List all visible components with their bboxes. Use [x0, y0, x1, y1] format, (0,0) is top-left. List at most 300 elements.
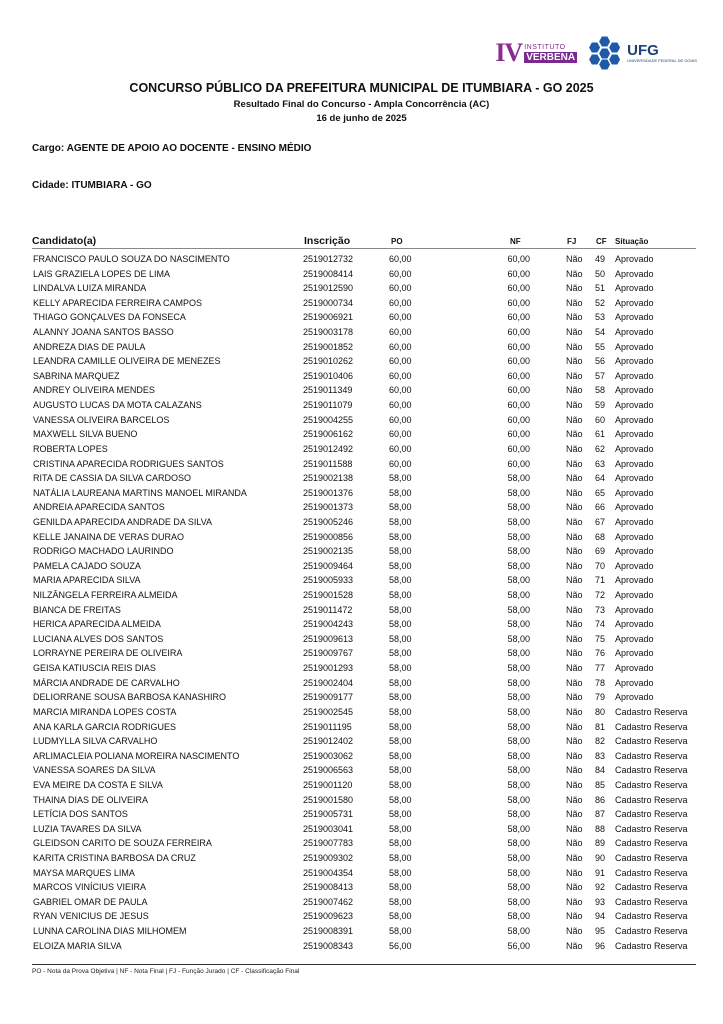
cell-inscricao: 2519003178 — [303, 327, 354, 338]
cell-inscricao: 2519007783 — [303, 838, 354, 849]
cell-fj: Não — [566, 560, 583, 571]
cell-inscricao: 2519001376 — [303, 487, 354, 498]
header-inscricao: Inscrição — [304, 235, 351, 247]
cell-situacao: Aprovado — [615, 312, 654, 323]
cell-cf: 60 — [594, 414, 605, 425]
cell-nf: 60,00 — [507, 414, 530, 425]
cell-po: 58,00 — [389, 516, 412, 527]
cell-fj: Não — [566, 882, 583, 893]
cell-po: 58,00 — [389, 882, 412, 893]
cell-situacao: Cadastro Reserva — [615, 809, 688, 820]
cell-nf: 60,00 — [507, 443, 530, 454]
cell-fj: Não — [566, 531, 583, 542]
cell-po: 58,00 — [389, 779, 412, 790]
cell-inscricao: 2519005933 — [303, 575, 354, 586]
table-row — [32, 340, 696, 355]
cell-cf: 93 — [594, 896, 605, 907]
cell-candidato: ANDREZA DIAS DE PAULA — [33, 341, 146, 352]
cell-situacao: Aprovado — [615, 604, 654, 615]
cell-situacao: Aprovado — [615, 531, 654, 542]
cell-po: 60,00 — [389, 429, 412, 440]
cell-candidato: VANESSA OLIVEIRA BARCELOS — [33, 414, 170, 425]
cell-fj: Não — [566, 604, 583, 615]
cell-fj: Não — [566, 546, 583, 557]
cell-candidato: PAMELA CAJADO SOUZA — [33, 560, 141, 571]
cell-cf: 74 — [594, 619, 605, 630]
cell-nf: 58,00 — [507, 692, 530, 703]
document-header — [0, 80, 723, 126]
cell-cf: 86 — [594, 794, 605, 805]
cell-inscricao: 2519001373 — [303, 502, 354, 513]
cell-situacao: Aprovado — [615, 502, 654, 513]
cell-fj: Não — [566, 575, 583, 586]
cell-situacao: Aprovado — [615, 619, 654, 630]
cell-inscricao: 2519003041 — [303, 823, 354, 834]
cell-nf: 58,00 — [507, 546, 530, 557]
cell-candidato: GABRIEL OMAR DE PAULA — [33, 896, 148, 907]
cell-po: 60,00 — [389, 414, 412, 425]
table-row — [32, 866, 696, 881]
cell-cf: 63 — [594, 458, 605, 469]
cell-cf: 73 — [594, 604, 605, 615]
cell-po: 58,00 — [389, 794, 412, 805]
cell-po: 58,00 — [389, 590, 412, 601]
cell-po: 58,00 — [389, 531, 412, 542]
cell-fj: Não — [566, 502, 583, 513]
cell-fj: Não — [566, 283, 583, 294]
cell-candidato: HERICA APARECIDA ALMEIDA — [33, 619, 161, 630]
cell-inscricao: 2519004243 — [303, 619, 354, 630]
cell-nf: 58,00 — [507, 926, 530, 937]
cell-situacao: Aprovado — [615, 487, 654, 498]
cell-cf: 91 — [594, 867, 605, 878]
cell-candidato: ARLIMACLEIA POLIANA MOREIRA NASCIMENTO — [33, 750, 240, 761]
cell-candidato: KELLY APARECIDA FERREIRA CAMPOS — [33, 297, 203, 308]
cell-nf: 60,00 — [507, 341, 530, 352]
cell-situacao: Aprovado — [615, 370, 654, 381]
cell-cf: 62 — [594, 443, 605, 454]
cell-fj: Não — [566, 809, 583, 820]
cell-candidato: ANDREIA APARECIDA SANTOS — [33, 502, 165, 513]
cell-nf: 60,00 — [507, 400, 530, 411]
cell-situacao: Cadastro Reserva — [615, 911, 688, 922]
cell-cf: 55 — [594, 341, 605, 352]
cell-situacao: Aprovado — [615, 546, 654, 557]
table-row — [32, 457, 696, 472]
cell-inscricao: 2519009623 — [303, 911, 354, 922]
cell-nf: 58,00 — [507, 765, 530, 776]
cell-cf: 83 — [594, 750, 605, 761]
cell-candidato: MAYSA MARQUES LIMA — [33, 867, 135, 878]
cell-inscricao: 2519008343 — [303, 940, 354, 951]
cell-nf: 58,00 — [507, 911, 530, 922]
cell-situacao: Aprovado — [615, 268, 654, 279]
cell-situacao: Aprovado — [615, 414, 654, 425]
cell-candidato: GENILDA APARECIDA ANDRADE DA SILVA — [33, 516, 213, 527]
cell-cf: 59 — [594, 400, 605, 411]
table-body — [32, 252, 696, 953]
iv-logo-bottom-text: VERBENA — [526, 51, 576, 63]
cell-fj: Não — [566, 516, 583, 527]
cell-nf: 58,00 — [507, 516, 530, 527]
table-row — [32, 252, 696, 267]
table-row — [32, 486, 696, 501]
cell-fj: Não — [566, 341, 583, 352]
cell-candidato: LAIS GRAZIELA LOPES DE LIMA — [33, 268, 171, 279]
cell-situacao: Aprovado — [615, 254, 654, 264]
cell-po: 60,00 — [389, 443, 412, 454]
cell-nf: 58,00 — [507, 838, 530, 849]
cell-situacao: Aprovado — [615, 341, 654, 352]
cell-candidato: RITA DE CASSIA DA SILVA CARDOSO — [33, 473, 192, 484]
table-row — [32, 720, 696, 735]
cell-situacao: Cadastro Reserva — [615, 721, 688, 732]
cell-po: 60,00 — [389, 327, 412, 338]
cell-nf: 58,00 — [507, 473, 530, 484]
table-header — [32, 232, 696, 249]
cell-inscricao: 2519002404 — [303, 677, 354, 688]
cell-inscricao: 2519006162 — [303, 429, 354, 440]
cell-po: 58,00 — [389, 765, 412, 776]
cell-cf: 90 — [594, 852, 605, 863]
table-row — [32, 398, 696, 413]
cell-fj: Não — [566, 663, 583, 674]
cell-situacao: Cadastro Reserva — [615, 867, 688, 878]
cell-fj: Não — [566, 794, 583, 805]
cell-candidato: VANESSA SOARES DA SILVA — [33, 765, 156, 776]
cell-po: 58,00 — [389, 560, 412, 571]
cell-fj: Não — [566, 852, 583, 863]
cell-inscricao: 2519009613 — [303, 633, 354, 644]
table-row — [32, 851, 696, 866]
cell-fj: Não — [566, 254, 583, 264]
cell-cf: 69 — [594, 546, 605, 557]
cell-fj: Não — [566, 443, 583, 454]
table-row — [32, 939, 696, 954]
cell-candidato: GEISA KATIUSCIA REIS DIAS — [33, 663, 156, 674]
cell-nf: 58,00 — [507, 736, 530, 747]
cell-po: 60,00 — [389, 297, 412, 308]
cell-candidato: DELIORRANE SOUSA BARBOSA KANASHIRO — [33, 692, 227, 703]
cell-situacao: Cadastro Reserva — [615, 706, 688, 717]
table-row — [32, 778, 696, 793]
table-row — [32, 793, 696, 808]
cell-nf: 58,00 — [507, 619, 530, 630]
cell-cf: 75 — [594, 633, 605, 644]
header-po: PO — [391, 237, 403, 246]
table-row — [32, 632, 696, 647]
cell-fj: Não — [566, 911, 583, 922]
cell-situacao: Aprovado — [615, 590, 654, 601]
cell-cf: 89 — [594, 838, 605, 849]
cell-po: 60,00 — [389, 458, 412, 469]
cell-po: 58,00 — [389, 750, 412, 761]
cell-fj: Não — [566, 926, 583, 937]
cell-fj: Não — [566, 677, 583, 688]
cell-inscricao: 2519011349 — [303, 385, 353, 396]
cell-candidato: KELLE JANAINA DE VERAS DURAO — [33, 531, 185, 542]
iv-mark: IV — [495, 38, 523, 67]
table-row — [32, 822, 696, 837]
ufg-logo-text: UFG — [627, 42, 659, 59]
iv-logo-top-text: INSTITUTO — [524, 43, 566, 51]
cell-nf: 58,00 — [507, 560, 530, 571]
document-subtitle: Resultado Final do Concurso - Ampla Concorrência (AC) — [233, 99, 490, 110]
cell-inscricao: 2519012402 — [303, 736, 354, 747]
cell-inscricao: 2519006921 — [303, 312, 354, 323]
cell-cf: 70 — [594, 560, 605, 571]
cell-po: 60,00 — [389, 283, 412, 294]
cell-cf: 82 — [594, 736, 605, 747]
cell-fj: Não — [566, 370, 583, 381]
cell-nf: 58,00 — [507, 604, 530, 615]
cell-nf: 60,00 — [507, 268, 530, 279]
cell-fj: Não — [566, 633, 583, 644]
cell-nf: 58,00 — [507, 794, 530, 805]
cell-po: 58,00 — [389, 926, 412, 937]
cell-po: 60,00 — [389, 385, 412, 396]
cell-inscricao: 2519001852 — [303, 341, 354, 352]
footer-divider — [32, 964, 696, 965]
cell-po: 58,00 — [389, 896, 412, 907]
cell-inscricao: 2519009464 — [303, 560, 354, 571]
cell-inscricao: 2519002138 — [303, 473, 354, 484]
cell-candidato: LORRAYNE PEREIRA DE OLIVEIRA — [33, 648, 183, 659]
cell-candidato: LINDALVA LUIZA MIRANDA — [33, 283, 147, 294]
cell-cf: 61 — [594, 429, 605, 440]
cell-nf: 60,00 — [507, 327, 530, 338]
header-nf: NF — [510, 237, 521, 246]
cell-fj: Não — [566, 487, 583, 498]
cell-inscricao: 2519009302 — [303, 852, 354, 863]
cargo-label: Cargo: AGENTE DE APOIO AO DOCENTE - ENSINO MÉDIO — [32, 143, 312, 154]
cell-inscricao: 2519000856 — [303, 531, 354, 542]
table-row — [32, 807, 696, 822]
cell-candidato: ROBERTA LOPES — [33, 443, 108, 454]
cell-inscricao: 2519001580 — [303, 794, 354, 805]
cell-cf: 95 — [594, 926, 605, 937]
cell-candidato: RYAN VENICIUS DE JESUS — [33, 911, 149, 922]
cell-situacao: Cadastro Reserva — [615, 940, 688, 951]
cell-nf: 58,00 — [507, 823, 530, 834]
cell-po: 58,00 — [389, 692, 412, 703]
cell-situacao: Aprovado — [615, 400, 654, 411]
cell-nf: 58,00 — [507, 531, 530, 542]
cell-candidato: ANDREY OLIVEIRA MENDES — [33, 385, 155, 396]
table-row — [32, 690, 696, 705]
cell-inscricao: 2519009767 — [303, 648, 354, 659]
cell-po: 58,00 — [389, 721, 412, 732]
cell-candidato: RODRIGO MACHADO LAURINDO — [33, 546, 174, 557]
table-row — [32, 442, 696, 457]
cell-cf: 50 — [594, 268, 605, 279]
cell-cf: 81 — [594, 721, 605, 732]
cell-po: 60,00 — [389, 356, 412, 367]
cell-fj: Não — [566, 458, 583, 469]
cell-po: 58,00 — [389, 619, 412, 630]
table-row — [32, 749, 696, 764]
cell-cf: 84 — [594, 765, 605, 776]
cell-nf: 60,00 — [507, 356, 530, 367]
table-row — [32, 617, 696, 632]
cell-inscricao: 2519010262 — [303, 356, 354, 367]
cell-fj: Não — [566, 867, 583, 878]
cell-nf: 58,00 — [507, 590, 530, 601]
cell-situacao: Cadastro Reserva — [615, 779, 688, 790]
table-row — [32, 296, 696, 311]
cell-situacao: Aprovado — [615, 677, 654, 688]
cell-situacao: Cadastro Reserva — [615, 926, 688, 937]
cell-cf: 65 — [594, 487, 605, 498]
cell-cf: 77 — [594, 663, 605, 674]
cell-inscricao: 2519008391 — [303, 926, 354, 937]
cell-situacao: Aprovado — [615, 473, 654, 484]
cell-candidato: LETÍCIA DOS SANTOS — [33, 809, 128, 820]
cell-candidato: NATÁLIA LAUREANA MARTINS MANOEL MIRANDA — [33, 487, 247, 498]
cell-cf: 53 — [594, 312, 605, 323]
cell-inscricao: 2519000734 — [303, 297, 354, 308]
cell-fj: Não — [566, 327, 583, 338]
cell-nf: 60,00 — [507, 458, 530, 469]
cell-nf: 58,00 — [507, 896, 530, 907]
cell-po: 58,00 — [389, 487, 412, 498]
cell-po: 58,00 — [389, 663, 412, 674]
cell-nf: 58,00 — [507, 648, 530, 659]
table-row — [32, 895, 696, 910]
cell-nf: 58,00 — [507, 867, 530, 878]
cell-nf: 58,00 — [507, 882, 530, 893]
cell-fj: Não — [566, 619, 583, 630]
cell-fj: Não — [566, 590, 583, 601]
ufg-hexagon-icon — [587, 36, 623, 70]
cell-situacao: Cadastro Reserva — [615, 882, 688, 893]
cell-nf: 56,00 — [507, 940, 530, 951]
cell-nf: 58,00 — [507, 706, 530, 717]
cell-po: 58,00 — [389, 706, 412, 717]
cell-situacao: Cadastro Reserva — [615, 794, 688, 805]
cell-candidato: MARIA APARECIDA SILVA — [33, 575, 141, 586]
cell-inscricao: 2519008413 — [303, 882, 354, 893]
cell-fj: Não — [566, 400, 583, 411]
cell-po: 58,00 — [389, 823, 412, 834]
cell-cf: 56 — [594, 356, 605, 367]
cell-fj: Não — [566, 429, 583, 440]
cell-fj: Não — [566, 838, 583, 849]
cell-nf: 58,00 — [507, 663, 530, 674]
table-row — [32, 559, 696, 574]
cell-nf: 58,00 — [507, 487, 530, 498]
cell-situacao: Aprovado — [615, 429, 654, 440]
table-row — [32, 705, 696, 720]
cell-situacao: Aprovado — [615, 648, 654, 659]
cell-po: 58,00 — [389, 502, 412, 513]
cell-situacao: Aprovado — [615, 575, 654, 586]
cell-situacao: Aprovado — [615, 385, 654, 396]
cell-po: 58,00 — [389, 736, 412, 747]
table-row — [32, 880, 696, 895]
table-row — [32, 909, 696, 924]
cell-po: 58,00 — [389, 575, 412, 586]
cell-cf: 64 — [594, 473, 605, 484]
cell-situacao: Cadastro Reserva — [615, 823, 688, 834]
cell-cf: 58 — [594, 385, 605, 396]
cell-fj: Não — [566, 896, 583, 907]
cell-fj: Não — [566, 721, 583, 732]
cell-po: 58,00 — [389, 604, 412, 615]
cell-candidato: LUNNA CAROLINA DIAS MILHOMEM — [33, 926, 187, 937]
cell-situacao: Aprovado — [615, 443, 654, 454]
table-row — [32, 646, 696, 661]
cell-situacao: Cadastro Reserva — [615, 736, 688, 747]
cell-inscricao: 2519012492 — [303, 443, 354, 454]
cell-cf: 94 — [594, 911, 605, 922]
cell-situacao: Cadastro Reserva — [615, 765, 688, 776]
cell-fj: Não — [566, 779, 583, 790]
table-row — [32, 530, 696, 545]
cell-nf: 60,00 — [507, 385, 530, 396]
table-row — [32, 310, 696, 325]
cell-cf: 54 — [594, 327, 605, 338]
cidade-label: Cidade: ITUMBIARA - GO — [32, 180, 152, 191]
table-row — [32, 383, 696, 398]
cell-candidato: THAINA DIAS DE OLIVEIRA — [33, 794, 149, 805]
table-row — [32, 573, 696, 588]
instituto-verbena-logo — [495, 40, 577, 66]
cell-situacao: Aprovado — [615, 633, 654, 644]
cell-po: 60,00 — [389, 312, 412, 323]
cell-nf: 58,00 — [507, 677, 530, 688]
cell-cf: 76 — [594, 648, 605, 659]
table-row — [32, 500, 696, 515]
cell-inscricao: 2519003062 — [303, 750, 354, 761]
cell-fj: Não — [566, 648, 583, 659]
cell-po: 58,00 — [389, 838, 412, 849]
cell-po: 58,00 — [389, 852, 412, 863]
cell-fj: Não — [566, 692, 583, 703]
cell-inscricao: 2519001528 — [303, 590, 354, 601]
cell-fj: Não — [566, 297, 583, 308]
cell-candidato: LUZIA TAVARES DA SILVA — [33, 823, 142, 834]
cell-fj: Não — [566, 473, 583, 484]
table-row — [32, 734, 696, 749]
cell-cf: 87 — [594, 809, 605, 820]
cell-fj: Não — [566, 385, 583, 396]
cell-candidato: SABRINA MARQUEZ — [33, 370, 120, 381]
cell-po: 60,00 — [389, 341, 412, 352]
results-table — [32, 232, 696, 953]
cell-nf: 58,00 — [507, 575, 530, 586]
cell-po: 60,00 — [389, 254, 412, 264]
cell-candidato: KARITA CRISTINA BARBOSA DA CRUZ — [33, 852, 196, 863]
document-date: 16 de junho de 2025 — [316, 113, 407, 124]
header-fj: FJ — [567, 237, 577, 246]
cell-candidato: AUGUSTO LUCAS DA MOTA CALAZANS — [33, 400, 202, 411]
cell-po: 58,00 — [389, 473, 412, 484]
table-row — [32, 369, 696, 384]
cell-inscricao: 2519011079 — [303, 400, 353, 411]
cell-nf: 58,00 — [507, 721, 530, 732]
table-row — [32, 281, 696, 296]
cell-inscricao: 2519008414 — [303, 268, 354, 279]
cell-fj: Não — [566, 736, 583, 747]
cell-candidato: ELOIZA MARIA SILVA — [33, 940, 122, 951]
cell-fj: Não — [566, 312, 583, 323]
cell-situacao: Aprovado — [615, 297, 654, 308]
cell-po: 58,00 — [389, 546, 412, 557]
cell-cf: 88 — [594, 823, 605, 834]
cell-cf: 85 — [594, 779, 605, 790]
cell-situacao: Cadastro Reserva — [615, 852, 688, 863]
